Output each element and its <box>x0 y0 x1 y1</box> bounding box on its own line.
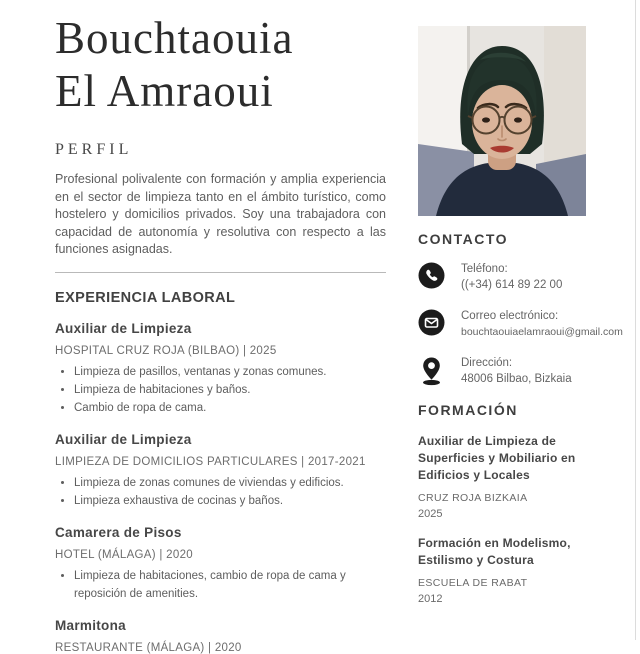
contact-label: Dirección: <box>461 357 513 369</box>
job-bullet-list <box>55 474 386 510</box>
contact-item-phone <box>418 261 626 293</box>
job-bullet: • Limpieza de habitaciones, cambio de ropa de cama y reposición de amenities. <box>74 567 386 603</box>
experience-heading: EXPERIENCIA LABORAL <box>55 289 236 306</box>
contact-value: ((+34) 614 89 22 00 <box>461 279 563 291</box>
contact-text <box>461 355 572 387</box>
main-column <box>55 12 386 654</box>
sidebar <box>418 26 626 605</box>
contact-label: Teléfono: <box>461 263 508 275</box>
page-title <box>55 12 386 118</box>
contact-item-address <box>418 355 626 387</box>
education-entry <box>418 433 626 520</box>
profile-heading: PERFIL <box>55 141 133 158</box>
job-entry <box>55 321 386 417</box>
job-bullet: • Limpieza exhaustiva de cocinas y baños. <box>74 492 386 510</box>
page-edge-divider <box>635 0 636 640</box>
contact-value: bouchtaouiaelamraoui@gmail.com <box>461 326 623 338</box>
profile-text: Profesional polivalente con formación y amplia experiencia en el sector de limpieza tanto en el ámbito turístico, como hostelero y domicilios privados. Soy una trabajadora con capacidad de autonomía y resolutiva con respecto a las funciones asignadas. <box>55 172 386 256</box>
education-entry <box>418 535 626 605</box>
education-school: CRUZ ROJA BIZKAIA <box>418 492 528 504</box>
job-entry <box>55 432 386 510</box>
job-bullet: • Limpieza de habitaciones y baños. <box>74 381 386 399</box>
name-line-2: El Amraoui <box>55 66 274 116</box>
education-school: ESCUELA DE RABAT <box>418 577 528 589</box>
job-title: Auxiliar de Limpieza <box>55 320 192 336</box>
portrait-illustration <box>418 26 586 216</box>
contact-list <box>418 261 626 387</box>
section-divider <box>55 272 386 273</box>
job-meta: HOSPITAL CRUZ ROJA (BILBAO) | 2025 <box>55 344 277 357</box>
contact-item-email <box>418 308 626 340</box>
contact-value: 48006 Bilbao, Bizkaia <box>461 373 572 385</box>
education-year: 2025 <box>418 508 443 520</box>
name-line-1: Bouchtaouia <box>55 13 294 63</box>
contact-heading: CONTACTO <box>418 231 509 247</box>
job-bullet-list <box>55 363 386 417</box>
job-entry <box>55 525 386 603</box>
job-meta: LIMPIEZA DE DOMICILIOS PARTICULARES | 2017-2021 <box>55 455 366 468</box>
contact-text <box>461 308 623 340</box>
contact-label: Correo electrónico: <box>461 310 559 322</box>
contact-text <box>461 261 562 293</box>
education-heading: FORMACIÓN <box>418 402 518 418</box>
job-bullet: • Limpieza de pasillos, ventanas y zonas comunes. <box>74 363 386 381</box>
job-bullet: • Cambio de ropa de cama. <box>74 399 386 417</box>
job-meta: RESTAURANTE (MÁLAGA) | 2020 <box>55 641 242 654</box>
job-entry <box>55 618 386 654</box>
phone-icon <box>418 262 445 289</box>
location-icon <box>418 356 445 386</box>
job-meta: HOTEL (MÁLAGA) | 2020 <box>55 548 193 561</box>
portrait-photo <box>418 26 586 216</box>
job-title: Marmitona <box>55 617 126 633</box>
job-bullet-list <box>55 567 386 603</box>
job-bullet: • Limpieza de zonas comunes de viviendas y edificios. <box>74 474 386 492</box>
job-title: Auxiliar de Limpieza <box>55 431 192 447</box>
education-year: 2012 <box>418 593 443 605</box>
email-icon <box>418 309 445 336</box>
job-title: Camarera de Pisos <box>55 524 182 540</box>
education-title: Auxiliar de Limpieza de Superficies y Mobiliario en Edificios y Locales <box>418 434 576 482</box>
education-title: Formación en Modelismo, Estilismo y Costura <box>418 536 571 567</box>
